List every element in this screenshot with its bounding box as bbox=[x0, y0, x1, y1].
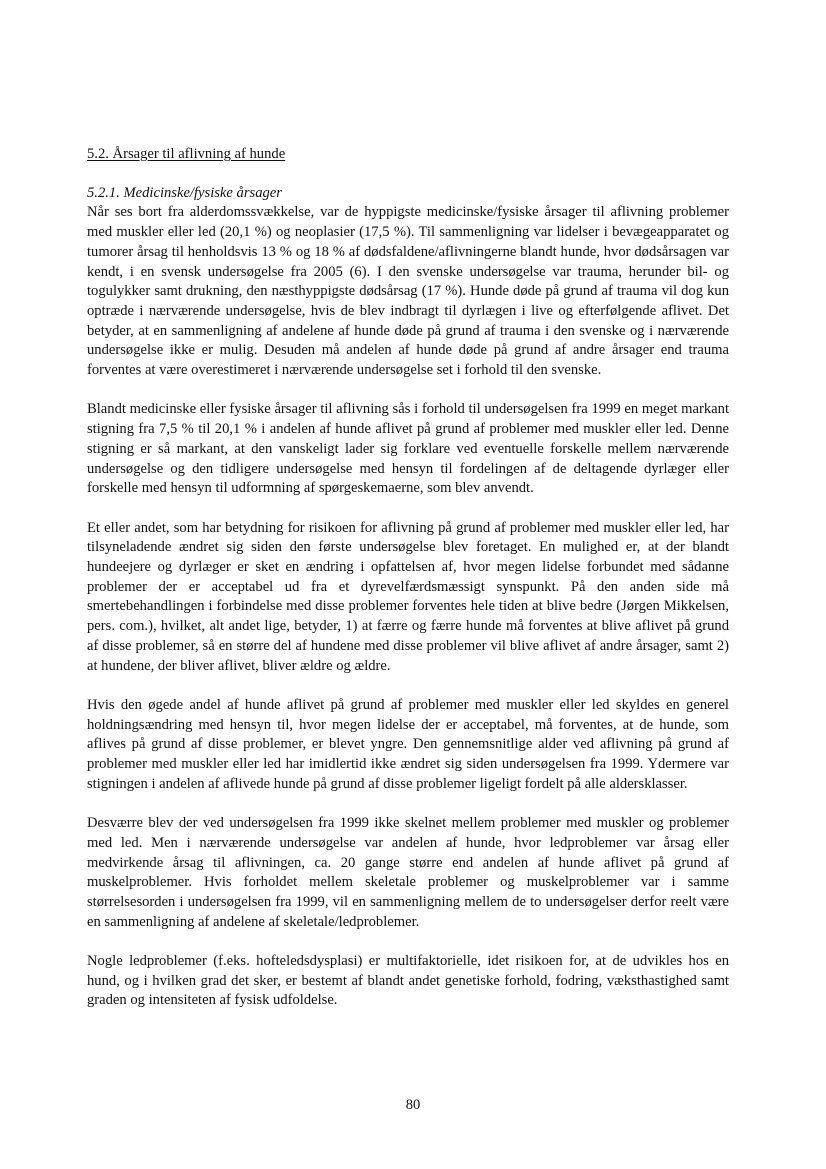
paragraph: Desværre blev der ved undersøgelsen fra 1999 ikke skelnet mellem problemer med muskler og problemer med led. Men i nærværende undersøgelse var andelen af hunde, hvor ledproblemer var årsag eller medvirkende årsag til aflivningen, ca. 20 gange større end andelen af hunde aflivet på grund af muskelproblemer. Hvis forholdet mellem skeletale problemer og muskelproblemer var i samme størrelsesorden i undersøgelsen fra 1999, vil en sammenligning mellem de to undersøgelser derfor reelt være en sammenligning af andelene af skeletale/ledproblemer. bbox=[87, 815, 729, 930]
paragraph: Når ses bort fra alderdomssvækkelse, var de hyppigste medicinske/fysiske årsager til aflivning problemer med muskler eller led (20,1 %) og neoplasier (17,5 %). Til sammenligning var lidelser i bevægeapparatet og tumorer årsag til henholdsvis 13 % og 18 % af dødsfaldene/aflivningerne blandt hunde, hvor dødsårsagen var kendt, i en svensk undersøgelse fra 2005 (6). I den svenske undersøgelse var trauma, herunder bil- og togulykker samt drukning, den næsthyppigste dødsårsag (17 %). Hunde døde på grund af trauma vil dog kun optræde i nærværende undersøgelse, hvis de blev indbragt til dyrlægen i live og efterfølgende aflivet. Det betyder, at en sammenligning af andelene af hunde døde på grund af trauma i den svenske og i nærværende undersøgelse ikke er mulig. Desuden må andelen af hunde døde på grund af andre årsager end trauma forventes at være overestimeret i nærværende undersøgelse set i forhold til den svenske. bbox=[87, 204, 729, 379]
paragraph: Hvis den øgede andel af hunde aflivet på grund af problemer med muskler eller led skyldes en generel holdningsændring med hensyn til, hvor megen lidelse der er acceptabel, må forventes, at de hunde, som aflives på grund af disse problemer, er blevet yngre. Den gennemsnitlige alder ved aflivning på grund af problemer med muskler eller led har imidlertid ikke ændret sig siden undersøgelsen fra 1999. Ydermere var stigningen i andelen af aflivede hunde på grund af disse problemer ligeligt fordelt på alle aldersklasser. bbox=[87, 696, 729, 792]
subsection-heading: 5.2.1. Medicinske/fysiske årsager bbox=[87, 184, 282, 201]
page-content bbox=[87, 145, 729, 1031]
page-number: 80 bbox=[405, 1097, 421, 1113]
paragraph: Blandt medicinske eller fysiske årsager til aflivning sås i forhold til undersøgelsen fra 1999 en meget markant stigning fra 7,5 % til 20,1 % i andelen af hunde aflivet på grund af problemer med muskler eller led. Denne stigning er så markant, at den vanskeligt lader sig forklare ved eventuelle forskelle mellem nærværende undersøgelse og den tidligere undersøgelse med hensyn til fordelingen af de deltagende dyrlæger eller forskelle med hensyn til udformning af spørgeskemaerne, som blev anvendt. bbox=[87, 401, 729, 497]
paragraph: Nogle ledproblemer (f.eks. hofteledsdysplasi) er multifaktorielle, idet risikoen for, at de udvikles hos en hund, og i hvilken grad det sker, er bestemt af blandt andet genetiske forhold, fodring, væksthastighed samt graden og intensiteten af fysisk udfoldelse. bbox=[87, 953, 729, 1009]
paragraph: Et eller andet, som har betydning for risikoen for aflivning på grund af problemer med muskler eller led, har tilsyneladende ændret sig siden den første undersøgelse blev foretaget. En mulighed er, at der blandt hundeejere og dyrlæger er sket en ændring i opfattelsen af, hvor megen lidelse forbundet med sådanne problemer der er acceptabel ud fra et dyrevelfærdsmæssigt synspunkt. På den anden side må smertebehandlingen i forbindelse med disse problemer forventes hele tiden at blive bedre (Jørgen Mikkelsen, pers. com.), hvilket, alt andet lige, betyder, 1) at færre og færre hunde må forventes at blive aflivet på grund af disse problemer, så en større del af hundene med disse problemer vil blive aflivet af andre årsager, samt 2) at hundene, der bliver aflivet, bliver ældre og ældre. bbox=[87, 519, 729, 674]
section-heading: 5.2. Årsager til aflivning af hunde bbox=[87, 146, 286, 162]
